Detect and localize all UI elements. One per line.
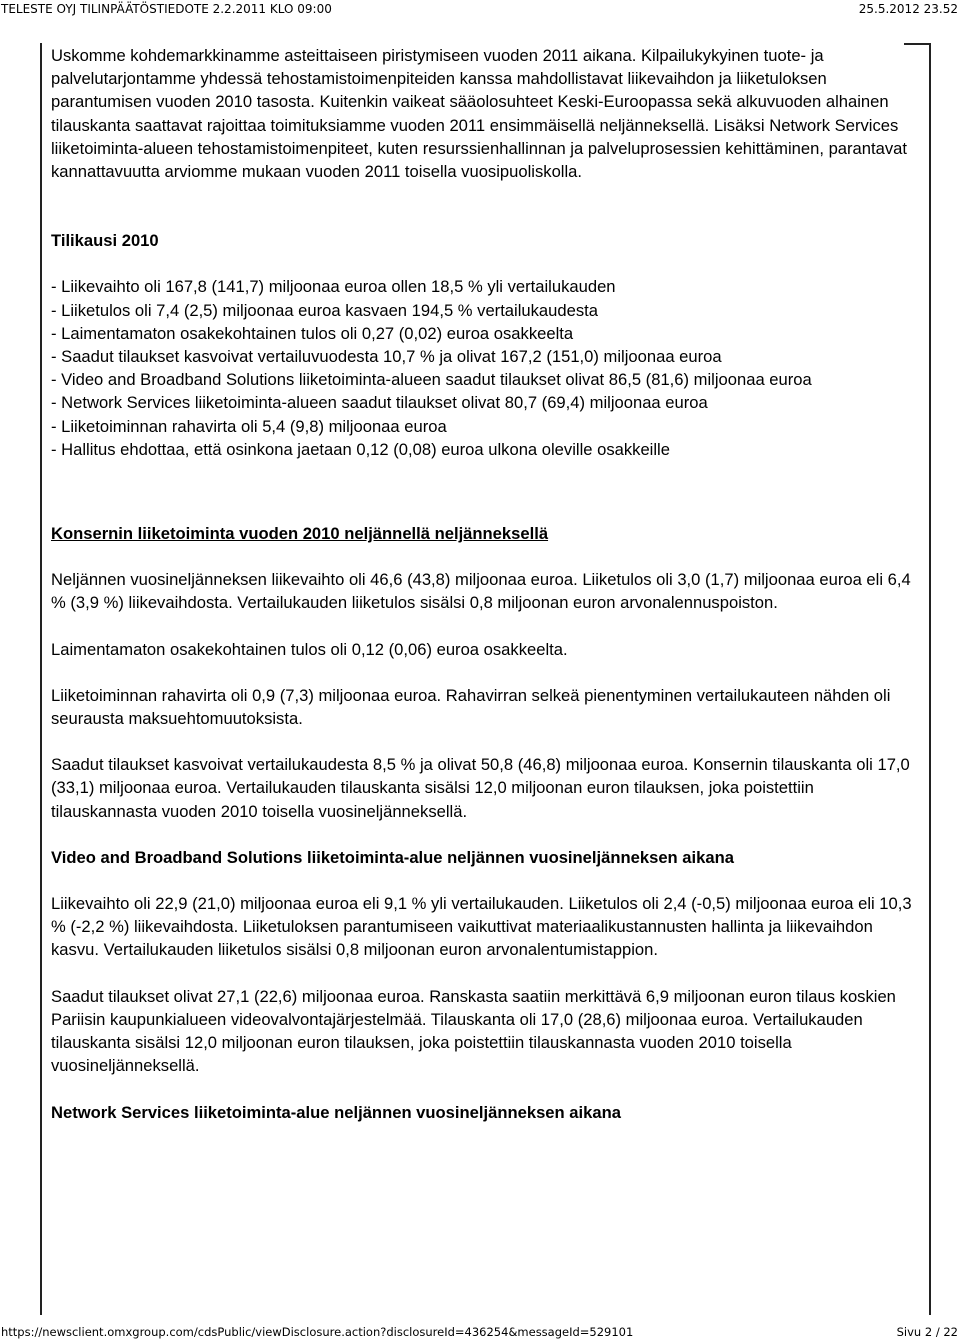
browser-print-footer [0, 1325, 960, 1341]
list-item: - Liiketulos oli 7,4 (2,5) miljoonaa euroa kasvaen 194,5 % vertailukaudesta [51, 300, 598, 320]
paragraph: Neljännen vuosineljänneksen liikevaihto oli 46,6 (43,8) miljoonaa euroa. Liiketulos oli 3,0 (1,7) miljoonaa euroa eli 6,4 % (3,9 %) liikevaihdosta. Vertailukauden liiketulos sisälsi 0,8 miljoonan euron arvonalennuspoiston. [51, 570, 911, 613]
frame-border-left [40, 43, 42, 1315]
page-number: Sivu 2 / 22 [896, 1325, 958, 1339]
key-figures-list [51, 275, 913, 461]
source-url: https://newsclient.omxgroup.com/cdsPublic/viewDisclosure.action?disclosureId=436254&messageId=529101 [1, 1325, 634, 1339]
list-item: - Network Services liiketoiminta-alueen saadut tilaukset olivat 80,7 (69,4) miljoonaa euroa [51, 393, 708, 413]
list-item: - Liikevaihto oli 167,8 (141,7) miljoonaa euroa ollen 18,5 % yli vertailukauden [51, 277, 616, 297]
paragraph: Saadut tilaukset olivat 27,1 (22,6) miljoonaa euroa. Ranskasta saatiin merkittävä 6,9 miljoonan euron tilaus koskien Pariisin kaupunkialueen videovalvontajärjestelmää. Tilauskanta oli 17,0 (28,6) miljoonaa euroa. Vertailukauden tilauskanta sisälsi 12,0 miljoonan euron tilauksen, joka poistettiin tilauskannasta vuoden 2010 toisella vuosineljänneksellä. [51, 986, 896, 1076]
list-item: - Hallitus ehdottaa, että osinkona jaetaan 0,12 (0,08) euroa ulkona oleville osakkeille [51, 439, 670, 459]
list-item: - Video and Broadband Solutions liiketoiminta-alueen saadut tilaukset olivat 86,5 (81,6) miljoonaa euroa [51, 370, 812, 390]
intro-paragraph: Uskomme kohdemarkkinamme asteittaiseen piristymiseen vuoden 2011 aikana. Kilpailukykyinen tuote- ja palvelutarjontamme yhdessä tehostamistoimenpiteiden kanssa mahdollistavat liikevaihdon ja liiketuloksen parantumisen vuoden 2010 tasosta. Kuitenkin vaikeat sääolosuhteet Keski-Euroopassa sekä alkuvuoden alhainen tilauskanta saattavat rajoittaa toimituksiamme vuoden 2011 ensimmäisellä neljänneksellä. Lisäksi Network Services liiketoiminta-alueen tehostamistoimenpiteet, kuten resurssienhallinnan ja palveluprosessien kehittäminen, parantavat kannattavuutta arviomme mukaan vuoden 2011 toisella vuosipuoliskolla. [51, 46, 907, 182]
section-heading-konserni: Konsernin liiketoiminta vuoden 2010 neljännellä neljänneksellä [51, 524, 549, 544]
paragraph: Laimentamaton osakekohtainen tulos oli 0,12 (0,06) euroa osakkeelta. [51, 639, 568, 659]
list-item: - Laimentamaton osakekohtainen tulos oli 0,27 (0,02) euroa osakkeelta [51, 323, 574, 343]
print-datetime: 25.5.2012 23.52 [858, 2, 958, 16]
paragraph: Liiketoiminnan rahavirta oli 0,9 (7,3) miljoonaa euroa. Rahavirran selkeä pienentyminen vertailukauteen nähden oli seurausta maksuehtomuutoksista. [51, 685, 891, 729]
list-item: - Saadut tilaukset kasvoivat vertailuvuodesta 10,7 % ja olivat 167,2 (151,0) miljoonaa euroa [51, 347, 722, 367]
paragraph: Liikevaihto oli 22,9 (21,0) miljoonaa euroa eli 9,1 % yli vertailukauden. Liiketulos oli 2,4 (-0,5) miljoonaa euroa eli 10,3 % (-2,2 %) liikevaihdosta. Liiketuloksen parantumiseen vaikuttivat materiaalikustannusten hallinta ja liikevaihdon kasvu. Vertailukauden liiketulos sisälsi 0,8 miljoonan euron arvonalentumistappion. [51, 894, 912, 960]
paragraph: Saadut tilaukset kasvoivat vertailukaudesta 8,5 % ja olivat 50,8 (46,8) miljoonaa euroa. Konsernin tilauskanta oli 17,0 (33,1) miljoonaa euroa. Vertailukauden tilauskanta sisälsi 12,0 miljoonan euron tilauksen, joka poistettiin tilauskannasta vuoden 2010 toisella vuosineljänneksellä. [51, 755, 910, 821]
list-item: - Liiketoiminnan rahavirta oli 5,4 (9,8) miljoonaa euroa [51, 416, 447, 436]
document-body [51, 44, 913, 1124]
section-heading-ns: Network Services liiketoiminta-alue neljännen vuosineljänneksen aikana [51, 1102, 621, 1122]
section-heading-tilikausi: Tilikausi 2010 [51, 231, 159, 251]
section-heading-vbs: Video and Broadband Solutions liiketoiminta-alue neljännen vuosineljänneksen aikana [51, 847, 734, 867]
browser-print-header [0, 0, 960, 18]
frame-border-right [929, 43, 931, 1315]
document-title: TELESTE OYJ TILINPÄÄTÖSTIEDOTE 2.2.2011 KLO 09:00 [1, 2, 332, 16]
